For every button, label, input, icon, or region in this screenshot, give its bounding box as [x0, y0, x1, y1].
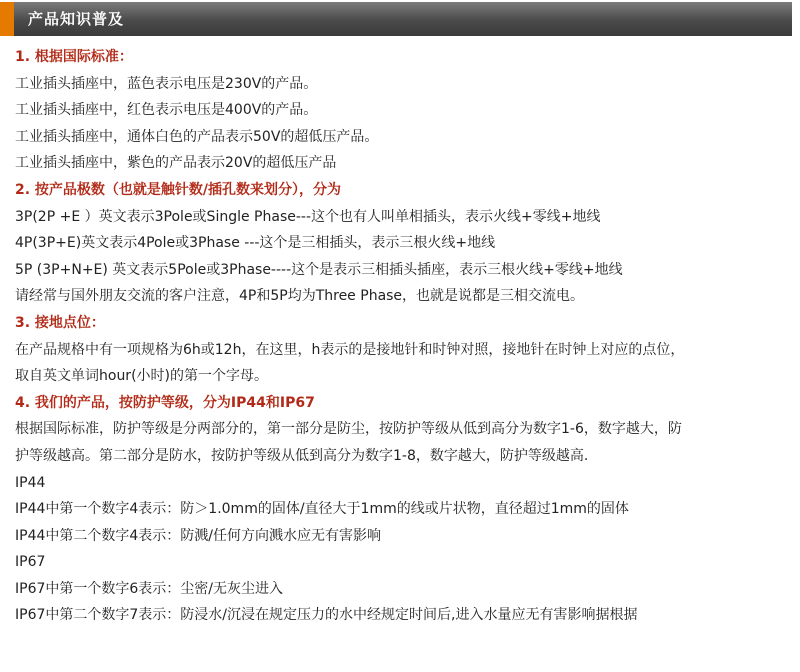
text-line: 工业插头插座中，通体白色的产品表示50V的超低压产品。: [15, 128, 379, 145]
text-line: 4P(3P+E)英文表示4Pole或3Phase ---这个是三相插头，表示三根火线+地线: [15, 235, 496, 252]
header-accent: [0, 2, 14, 36]
text-line: 3P(2P +E ）英文表示3Pole或Single Phase---这个也有人叫单相插头，表示火线+零线+地线: [15, 208, 601, 225]
section-heading: 4. 我们的产品，按防护等级，分为IP44和IP67: [15, 394, 315, 411]
section-header: [0, 0, 800, 38]
text-line: 工业插头插座中，蓝色表示电压是230V的产品。: [15, 75, 318, 92]
section-heading: 1. 根据国际标准：: [15, 49, 133, 65]
text-line: 请经常与国外朋友交流的客户注意，4P和5P均为Three Phase，也就是说都是三相交流电。: [15, 288, 585, 305]
text-line: 取自英文单词hour(小时)的第一个字母。: [15, 368, 268, 385]
text-line: 工业插头插座中，红色表示电压是400V的产品。: [15, 102, 318, 119]
text-line: 根据国际标准，防护等级是分两部分的，第一部分是防尘，按防护等级从低到高分为数字1-6，数字越大，防: [15, 421, 682, 438]
text-line: IP67中第二个数字7表示：防浸水/沉浸在规定压力的水中经规定时间后,进入水量应无有害影响据根据: [15, 607, 638, 624]
text-line: IP44中第一个数字4表示：防＞1.0mm的固体/直径大于1mm的线或片状物，直径超过1mm的固体: [15, 501, 629, 518]
text-line: IP44中第二个数字4表示：防溅/任何方向溅水应无有害影响: [15, 527, 382, 544]
text-line: IP44: [15, 474, 46, 491]
text-line: 在产品规格中有一项规格为6h或12h，在这里，h表示的是接地针和时钟对照，接地针在时钟上对应的点位，: [15, 341, 685, 358]
text-line: 工业插头插座中，紫色的产品表示20V的超低压产品: [15, 155, 337, 172]
text-line: 5P (3P+N+E) 英文表示5Pole或3Phase----这个是表示三相插头插座，表示三根火线+零线+地线: [15, 261, 623, 278]
text-line: IP67: [15, 554, 46, 571]
article-body: [15, 44, 795, 629]
text-line: IP67中第一个数字6表示：尘密/无灰尘进入: [15, 580, 284, 597]
section-heading: 3. 接地点位：: [15, 314, 105, 331]
text-line: 护等级越高。第二部分是防水，按防护等级从低到高分为数字1-8，数字越大，防护等级越高.: [15, 447, 589, 464]
section-title: 产品知识普及: [28, 10, 125, 28]
section-heading: 2. 按产品极数（也就是触针数/插孔数来划分），分为: [15, 181, 342, 198]
